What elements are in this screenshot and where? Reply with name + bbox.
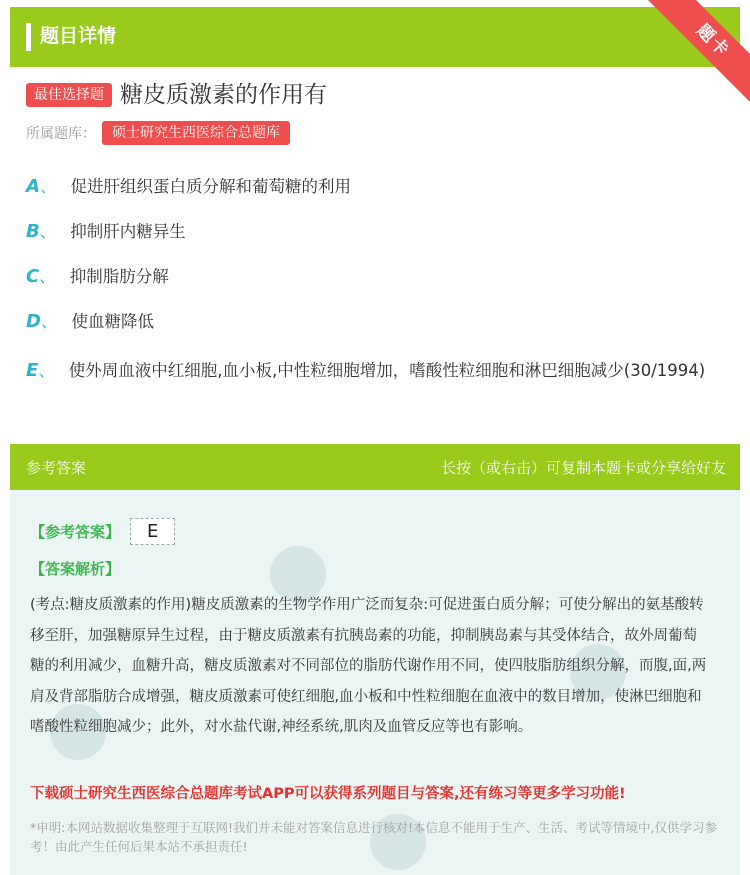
option-text: 促进肝组织蛋白质分解和葡萄糖的利用 <box>70 177 351 196</box>
option-letter: D <box>26 311 41 332</box>
option-separator: 、 <box>39 267 56 286</box>
option-letter: E <box>26 360 39 381</box>
option-d[interactable] <box>26 310 154 334</box>
answer-card[interactable] <box>10 444 740 875</box>
download-app-promo[interactable]: 下载硕士研究生西医综合总题库考试APP可以获得系列题目与答案,还有练习等更多学习功能! <box>30 786 626 802</box>
question-header <box>26 80 327 110</box>
header-bar <box>10 7 740 67</box>
option-separator: 、 <box>39 222 57 241</box>
question-bank-label: 所属题库： <box>26 126 96 142</box>
disclaimer: *申明:本网站数据收集整理于互联网!我们并未能对答案信息进行核对!本信息不能用于生产、生活、考试等情境中,仅供学习参考！由此产生任何后果本站不承担责任! <box>30 820 717 854</box>
page-title: 题目详情 <box>40 25 117 47</box>
option-separator: 、 <box>40 312 58 331</box>
analysis-tag: 【答案解析】 <box>30 560 121 578</box>
option-letter: A <box>26 176 40 197</box>
answer-line <box>30 518 175 545</box>
corner-ribbon <box>640 0 750 110</box>
answer-header-title: 参考答案 <box>26 459 87 477</box>
answer-value: E <box>130 518 175 545</box>
option-b[interactable] <box>26 220 186 244</box>
option-text: 抑制脂肪分解 <box>69 267 169 286</box>
question-bank-link[interactable]: 硕士研究生西医综合总题库 <box>102 121 290 145</box>
ribbon-label: 题卡 <box>648 0 750 106</box>
option-letter: C <box>26 266 40 287</box>
option-letter: B <box>26 221 40 242</box>
option-c[interactable] <box>26 265 169 289</box>
share-hint: 长按（或右击）可复制本题卡或分享给好友 <box>440 459 726 477</box>
answer-header <box>10 444 740 490</box>
header-accent-bar <box>26 23 31 51</box>
option-text: 使血糖降低 <box>71 312 154 331</box>
option-separator: 、 <box>39 177 57 196</box>
analysis-text: (考点:糖皮质激素的作用)糖皮质激素的生物学作用广泛而复杂:可促进蛋白质分解；可使分解出的氨基酸转移至肝，加强糖原异生过程，由于糖皮质激素有抗胰岛素的功能，抑制胰岛素与其受体结合，故外周葡萄糖的利用减少，血糖升高，糖皮质激素对不同部位的脂肪代谢作用不同，使四肢脂肪组织分解，而腹,面,两肩及背部脂肪合成增强，糖皮质激素可使红细胞,血小板和中性粒细胞在血液中的数目增加，使淋巴细胞和嗜酸性粒细胞减少；此外，对水盐代谢,神经系统,肌肉及血管反应等也有影响。 <box>30 597 707 735</box>
answer-tag: 【参考答案】 <box>30 523 121 541</box>
question-bank <box>26 121 290 145</box>
question-type-badge: 最佳选择题 <box>26 83 112 107</box>
question-title: 糖皮质激素的作用有 <box>120 82 327 108</box>
option-a[interactable] <box>26 175 351 199</box>
option-text: 抑制肝内糖异生 <box>70 222 186 241</box>
option-separator: 、 <box>38 361 55 380</box>
option-e[interactable] <box>26 355 716 386</box>
option-text: 使外周血液中红细胞,血小板,中性粒细胞增加，嗜酸性粒细胞和淋巴细胞减少(30/1994) <box>68 361 706 380</box>
